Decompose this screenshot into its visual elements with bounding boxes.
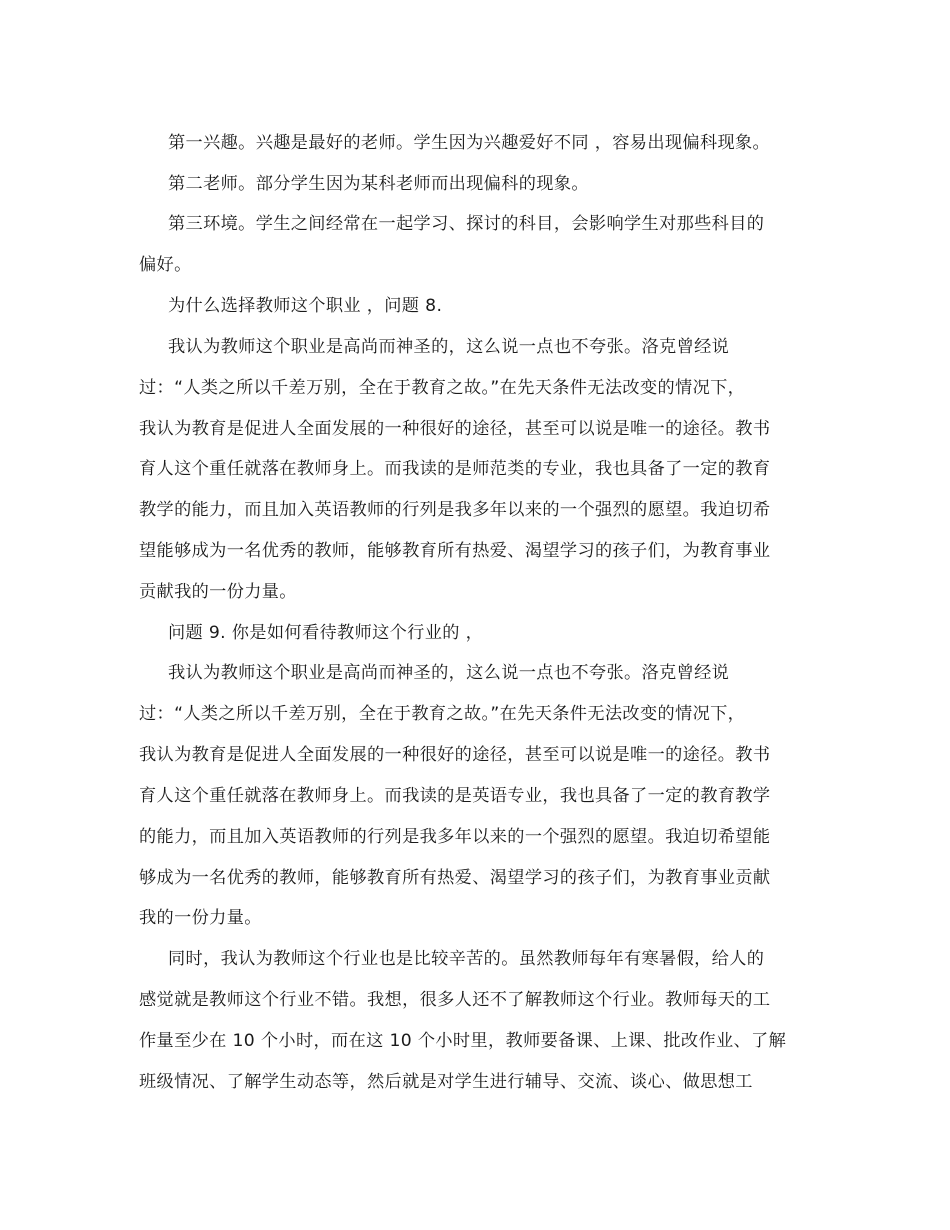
text-line: 班级情况、了解学生动态等，然后就是对学生进行辅导、交流、谈心、做思想工 — [139, 1072, 753, 1092]
text-line: 同时，我认为教师这个行业也是比较辛苦的。虽然教师每年有寒暑假，给人的 — [168, 949, 765, 969]
text-line: 望能够成为一名优秀的教师，能够教育所有热爱、渴望学习的孩子们，为教育事业 — [139, 541, 771, 561]
text-line: 我认为教师这个职业是高尚而神圣的，这么说一点也不夸张。洛克曾经说 — [168, 337, 730, 357]
text-line: 育人这个重任就落在教师身上。而我读的是英语专业，我也具备了一定的教育教学 — [139, 786, 771, 806]
text-line: 我认为教育是促进人全面发展的一种很好的途径，甚至可以说是唯一的途径。教书 — [139, 745, 771, 765]
text-line: 作量至少在 10 个小时，而在这 10 个小时里，教师要备课、上课、批改作业、了解 — [139, 1031, 787, 1051]
text-line: 为什么选择教师这个职业 ，问题 8. — [168, 296, 443, 316]
text-line: 第三环境。学生之间经常在一起学习、探讨的科目，会影响学生对那些科目的 — [168, 214, 765, 234]
text-line: 问题 9. 你是如何看待教师这个行业的 ， — [168, 623, 484, 643]
text-line: 偏好。 — [139, 255, 192, 275]
text-line: 教学的能力，而且加入英语教师的行列是我多年以来的一个强烈的愿望。我迫切希 — [139, 500, 771, 520]
text-line: 过：“人类之所以千差万别，全在于教育之故。”在先天条件无法改变的情况下， — [139, 378, 746, 398]
text-line: 育人这个重任就落在教师身上。而我读的是师范类的专业，我也具备了一定的教育 — [139, 459, 771, 479]
text-line: 我的一份力量。 — [139, 908, 262, 928]
text-line: 我认为教师这个职业是高尚而神圣的，这么说一点也不夸张。洛克曾经说 — [168, 663, 730, 683]
text-line: 感觉就是教师这个行业不错。我想，很多人还不了解教师这个行业。教师每天的工 — [139, 990, 771, 1010]
text-line: 的能力，而且加入英语教师的行列是我多年以来的一个强烈的愿望。我迫切希望能 — [139, 827, 771, 847]
text-line: 过：“人类之所以千差万别，全在于教育之故。”在先天条件无法改变的情况下， — [139, 704, 746, 724]
text-line: 第二老师。部分学生因为某科老师而出现偏科的现象。 — [168, 174, 589, 194]
text-line: 我认为教育是促进人全面发展的一种很好的途径，甚至可以说是唯一的途径。教书 — [139, 419, 771, 439]
text-line: 贡献我的一份力量。 — [139, 582, 297, 602]
text-line: 第一兴趣。兴趣是最好的老师。学生因为兴趣爱好不同 ，容易出现偏科现象。 — [168, 133, 771, 153]
text-line: 够成为一名优秀的教师，能够教育所有热爱、渴望学习的孩子们，为教育事业贡献 — [139, 868, 771, 888]
